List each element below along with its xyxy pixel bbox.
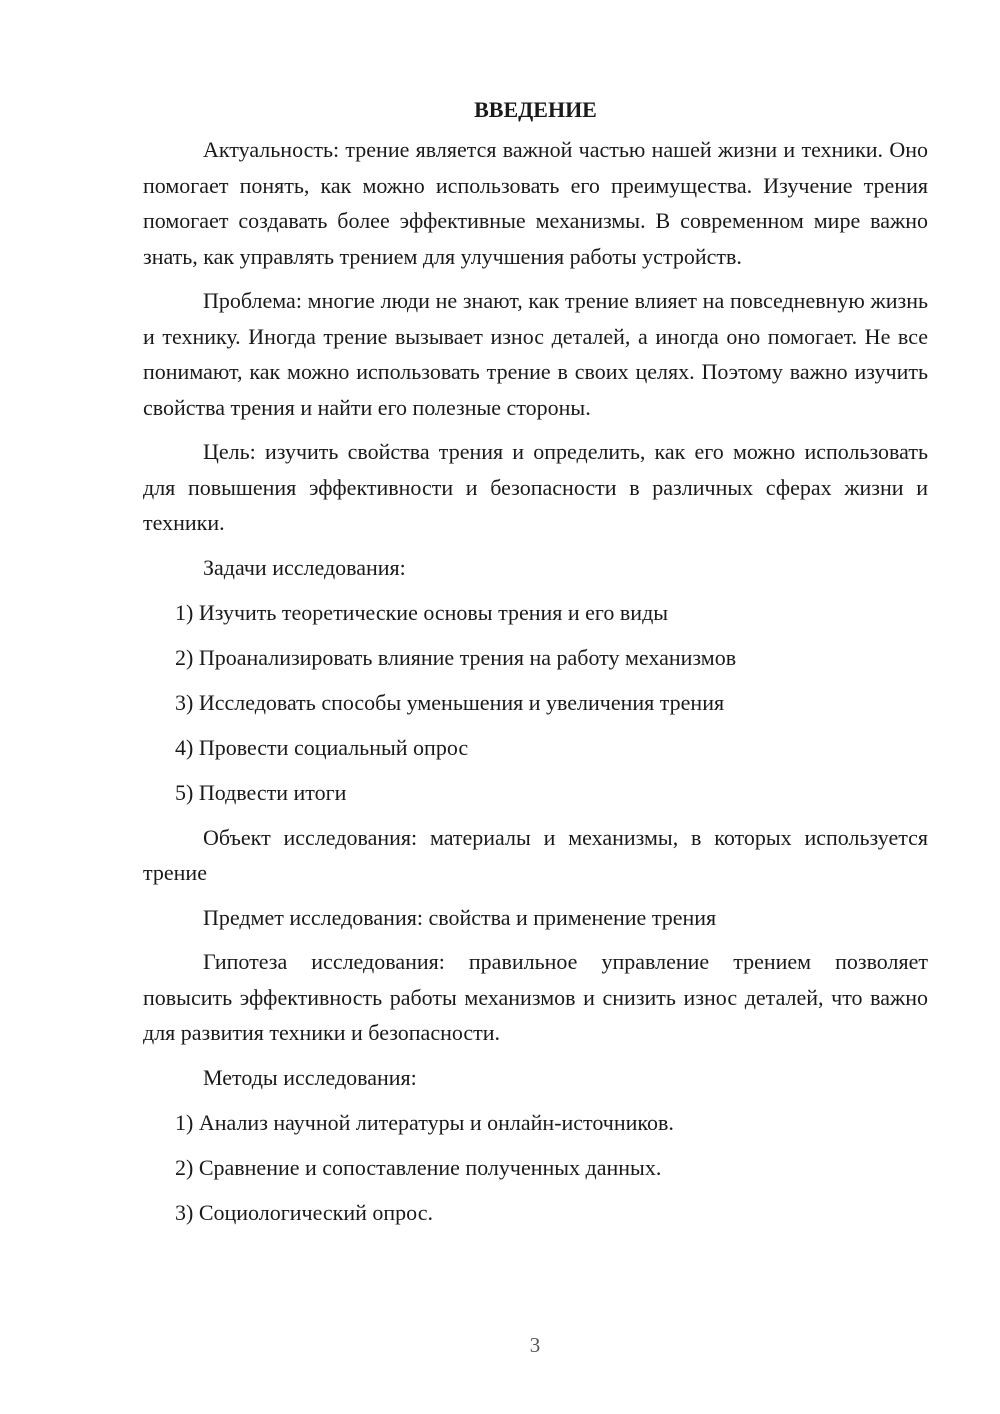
task-item: 1) Изучить теоретические основы трения и его виды [175, 599, 669, 625]
page-title: ВВЕДЕНИЕ [474, 97, 597, 122]
task-item: 2) Проанализировать влияние трения на работу механизмов [175, 644, 737, 670]
method-item: 1) Анализ научной литературы и онлайн-источников. [175, 1109, 674, 1135]
goal-paragraph: Цель: изучить свойства трения и определить, как его можно использовать для повышения эффективности и безопасности в различных сферах жизни и техники. [143, 439, 928, 535]
method-item: 2) Сравнение и сопоставление полученных данных. [175, 1154, 662, 1180]
problem-paragraph: Проблема: многие люди не знают, как трение влияет на повседневную жизнь и технику. Иногда трение вызывает износ деталей, а иногда оно помогает. Не все понимают, как можно использовать трение в своих целях. Поэтому важно изучить свойства трения и найти его полезные стороны. [143, 288, 928, 420]
page-number: 3 [529, 1333, 541, 1357]
method-item: 3) Социологический опрос. [175, 1199, 433, 1225]
relevance-paragraph: Актуальность: трение является важной частью нашей жизни и техники. Оно помогает понять, как можно использовать его преимущества. Изучение трения помогает создавать более эффективные механизмы. В современном мире важно знать, как управлять трением для улучшения работы устройств. [143, 137, 928, 269]
tasks-label: Задачи исследования: [203, 554, 406, 580]
task-item: 4) Провести социальный опрос [175, 734, 469, 760]
task-item: 3) Исследовать способы уменьшения и увеличения трения [175, 689, 725, 715]
task-item: 5) Подвести итоги [175, 779, 347, 805]
object-paragraph: Объект исследования: материалы и механизмы, в которых используется трение [143, 824, 928, 885]
hypothesis-paragraph: Гипотеза исследования: правильное управление трением позволяет повысить эффективность работы механизмов и снизить износ деталей, что важно для развития техники и безопасности. [143, 949, 928, 1045]
subject-paragraph: Предмет исследования: свойства и применение трения [203, 904, 717, 930]
methods-label: Методы исследования: [203, 1064, 417, 1090]
document-page [143, 92, 928, 1240]
methods-list [143, 1105, 928, 1231]
tasks-list [143, 595, 928, 811]
